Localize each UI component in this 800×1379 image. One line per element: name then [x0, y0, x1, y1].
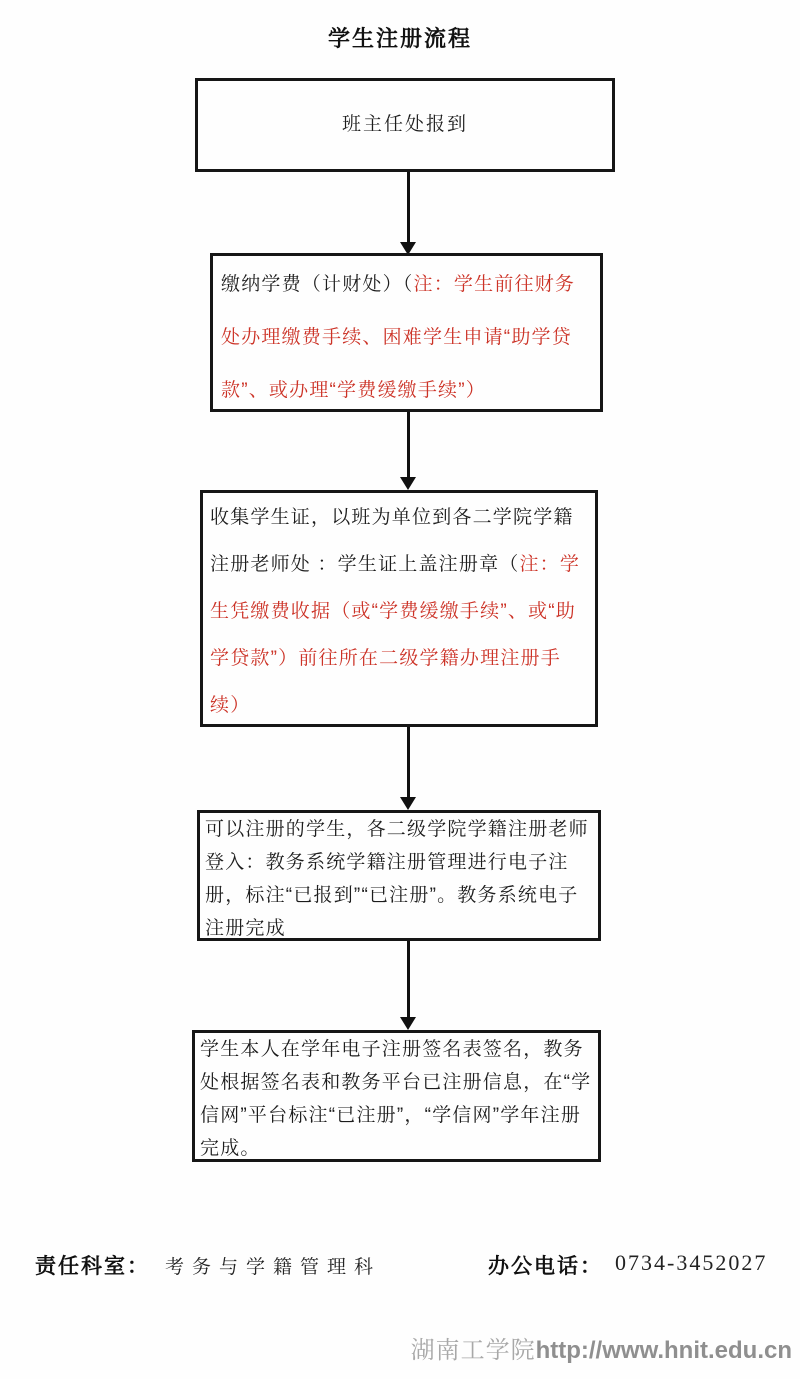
site-watermark [411, 1330, 792, 1365]
flow-arrow-3 [400, 727, 416, 810]
arrow-head-icon [400, 797, 416, 810]
responsible-dept-value: 考务与学籍管理科 [165, 1257, 382, 1278]
office-phone-label: 办公电话： [488, 1255, 603, 1278]
flow-step-pay-tuition: 缴纳学费（计财处）（注：学生前往财务处办理缴费手续、困难学生申请“助学贷款”、或办理“学费缓缴手续”） [210, 253, 603, 412]
flow-arrow-2 [400, 412, 416, 490]
flow-step-chsi-registration: 学生本人在学年电子注册签名表签名，教务处根据签名表和教务平台已注册信息，在“学信网”平台标注“已注册”，“学信网”学年注册完成。 [192, 1030, 601, 1162]
watermark-url: http://www.hnit.edu.cn [535, 1337, 792, 1364]
footer-info-row [0, 1248, 800, 1282]
flow-arrow-1 [400, 172, 416, 255]
flow-arrow-4 [400, 941, 416, 1030]
flow-step-report-to-teacher: 班主任处报到 [195, 78, 615, 172]
watermark-institution-name: 湖南工学院 [410, 1338, 536, 1364]
arrow-shaft [407, 172, 410, 243]
arrow-head-icon [400, 477, 416, 490]
arrow-shaft [407, 941, 410, 1018]
office-phone-value: 0734-3452027 [615, 1250, 768, 1275]
arrow-head-icon [400, 1017, 416, 1030]
page-title: 学生注册流程 [327, 26, 472, 51]
arrow-shaft [407, 727, 410, 798]
arrow-shaft [407, 412, 410, 478]
flow-step-collect-student-cards: 收集学生证，以班为单位到各二学院学籍注册老师处 ：学生证上盖注册章（注：学生凭缴费收据（或“学费缓缴手续”、或“助学贷款”）前往所在二级学籍办理注册手续） [200, 490, 598, 727]
responsible-dept-label: 责任科室： [35, 1255, 150, 1278]
flow-step-electronic-registration: 可以注册的学生，各二级学院学籍注册老师登入：教务系统学籍注册管理进行电子注册，标注“已报到”“已注册”。教务系统电子注册完成 [197, 810, 601, 941]
